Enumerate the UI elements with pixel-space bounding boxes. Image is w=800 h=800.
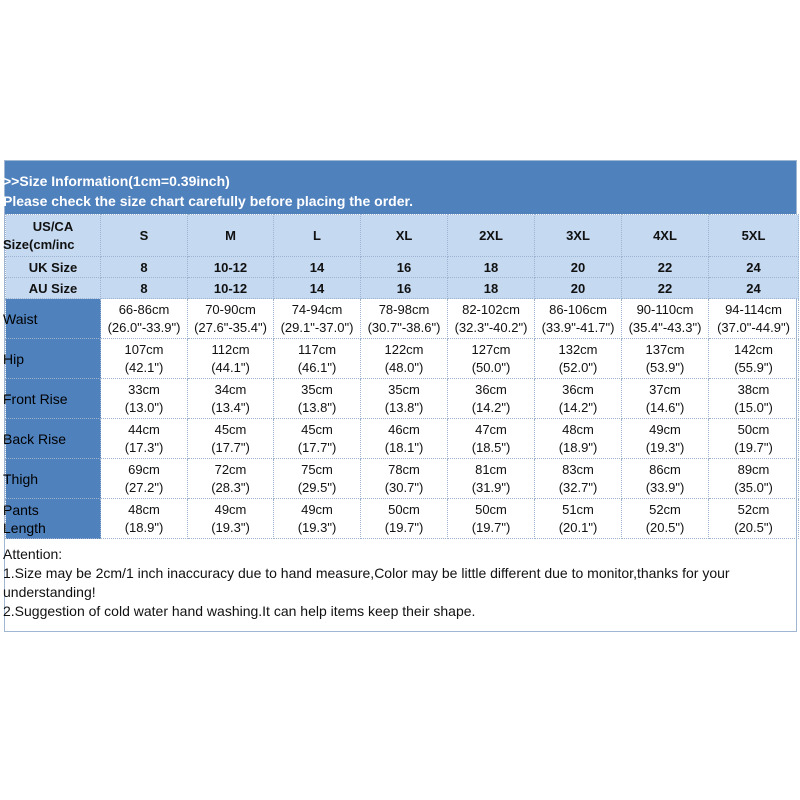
measurement-inch: (20.1") [558, 519, 598, 535]
uk-size-cell: 8 [101, 257, 188, 278]
notes-title: Attention: [3, 546, 63, 562]
measurement-cell [448, 419, 535, 459]
measurement-cm: 49cm [214, 501, 247, 517]
measurement-cm: 137cm [645, 341, 685, 357]
measurement-label-text: Back Rise [3, 430, 67, 447]
measurement-cell [622, 499, 709, 539]
measurement-cm: 81cm [475, 461, 507, 477]
measurement-cell [448, 299, 535, 339]
measurement-cell [101, 459, 188, 499]
measurement-cell [188, 299, 274, 339]
au-size-cell: 22 [622, 278, 709, 299]
uk-size-cell: 24 [709, 257, 799, 278]
measurement-cell [622, 459, 709, 499]
measurement-cell [448, 459, 535, 499]
measurement-cell [188, 339, 274, 379]
measurement-cell [709, 339, 799, 379]
measurement-inch: (13.8") [297, 399, 337, 415]
measurement-cell [709, 299, 799, 339]
measurement-inch: (14.6") [645, 399, 685, 415]
measurement-inch: (18.5") [471, 439, 511, 455]
uk-size-cell: 10-12 [188, 257, 274, 278]
au-size-cell: 8 [101, 278, 188, 299]
measurement-cell [101, 379, 188, 419]
measurement-inch: (33.9"-41.7") [541, 319, 615, 335]
measurement-cm: 83cm [562, 461, 594, 477]
measurement-inch: (20.5") [734, 519, 773, 535]
measurement-inch: (19.3") [297, 519, 337, 535]
measurement-cm: 45cm [214, 421, 247, 437]
measurement-cm: 78-98cm [378, 301, 430, 317]
measurement-inch: (27.2") [124, 479, 164, 495]
measurement-cm: 117cm [297, 341, 337, 357]
size-header-cell: L [274, 215, 361, 257]
measurement-cell [622, 339, 709, 379]
measurement-cell [361, 419, 448, 459]
measurement-cm: 94-114cm [725, 301, 782, 317]
measurement-row [6, 339, 799, 379]
measurement-inch: (18.9") [124, 519, 164, 535]
measurement-cm: 70-90cm [205, 301, 256, 317]
measurement-inch: (32.3"-40.2") [454, 319, 528, 335]
measurement-cm: 45cm [301, 421, 333, 437]
us-size-row [6, 215, 799, 257]
measurement-inch: (53.9") [645, 359, 685, 375]
measurement-cm: 52cm [649, 501, 681, 517]
measurement-cm: 48cm [128, 501, 160, 517]
measurement-cm: 50cm [388, 501, 420, 517]
measurement-row [6, 459, 799, 499]
measurement-label [3, 379, 101, 419]
measurement-inch: (13.8") [384, 399, 424, 415]
measurement-cm: 49cm [649, 421, 681, 437]
measurement-cm: 107cm [124, 341, 164, 357]
measurement-label-text: Thigh [3, 470, 39, 487]
measurement-cm: 142cm [733, 341, 774, 357]
measurement-cm: 34cm [214, 381, 247, 397]
measurement-inch: (13.4") [211, 399, 250, 415]
measurement-cm: 37cm [649, 381, 681, 397]
measurement-cell [361, 299, 448, 339]
size-header-cell: 2XL [448, 215, 535, 257]
uk-size-cell: 16 [361, 257, 448, 278]
measurement-cell [101, 299, 188, 339]
measurement-cell [274, 419, 361, 459]
measurement-inch: (42.1") [124, 359, 164, 375]
measurement-row [6, 299, 799, 339]
measurement-inch: (48.0") [384, 359, 424, 375]
measurement-cell [188, 499, 274, 539]
measurement-cm: 86-106cm [549, 301, 607, 317]
measurement-cell [274, 379, 361, 419]
measurement-cm: 69cm [128, 461, 160, 477]
measurement-cell [274, 459, 361, 499]
measurement-cm: 47cm [475, 421, 507, 437]
measurement-cm: 122cm [384, 341, 424, 357]
uk-size-cell: 22 [622, 257, 709, 278]
uk-size-cell: 20 [535, 257, 622, 278]
measurement-cm: 46cm [388, 421, 420, 437]
measurement-cell [188, 459, 274, 499]
measurement-inch: (17.3") [124, 439, 164, 455]
attention-notes [5, 539, 796, 621]
au-size-row [6, 278, 799, 299]
measurement-cm: 112cm [211, 341, 250, 357]
measurement-cell [709, 499, 799, 539]
measurement-cell [361, 379, 448, 419]
notes-line-2: understanding! [3, 584, 96, 600]
measurement-cm: 36cm [475, 381, 507, 397]
measurement-inch: (19.7") [384, 519, 424, 535]
measurement-cell [535, 419, 622, 459]
au-size-cell: 14 [274, 278, 361, 299]
measurement-inch: (20.5") [645, 519, 685, 535]
measurement-cm: 78cm [388, 461, 420, 477]
size-header-cell: 3XL [535, 215, 622, 257]
measurement-cell [188, 379, 274, 419]
measurement-label [3, 419, 101, 459]
measurement-cell [622, 379, 709, 419]
measurement-cell [709, 419, 799, 459]
measurement-cell [535, 299, 622, 339]
measurement-inch: (46.1") [297, 359, 337, 375]
header-subtitle: Please check the size chart carefully before placing the order. [3, 193, 414, 209]
measurement-cm: 51cm [562, 501, 594, 517]
measurement-cm: 50cm [475, 501, 507, 517]
measurement-cell [361, 339, 448, 379]
measurement-cm: 38cm [737, 381, 770, 397]
measurement-cell [535, 499, 622, 539]
header-title: >>Size Information(1cm=0.39inch) [3, 173, 230, 189]
size-header-cell: M [188, 215, 274, 257]
measurement-label-text: Hip [3, 350, 25, 367]
measurement-cm: 52cm [737, 501, 770, 517]
measurement-cm: 72cm [214, 461, 247, 477]
au-size-cell: 16 [361, 278, 448, 299]
measurement-label [3, 459, 101, 499]
size-header-cell: 4XL [622, 215, 709, 257]
measurement-cm: 132cm [558, 341, 598, 357]
measurement-inch: (14.2") [471, 399, 511, 415]
measurement-cell [535, 379, 622, 419]
measurement-inch: (35.0") [734, 479, 773, 495]
measurement-cell [274, 339, 361, 379]
measurement-label-text: Pants [3, 501, 39, 518]
measurement-inch: (19.3") [211, 519, 250, 535]
measurement-cell [622, 419, 709, 459]
au-size-label: AU Size [6, 278, 101, 299]
measurement-cell [101, 339, 188, 379]
measurement-cell [535, 339, 622, 379]
au-size-cell: 20 [535, 278, 622, 299]
us-size-label-line1: US/CA [32, 218, 74, 234]
measurement-cm: 36cm [562, 381, 594, 397]
measurement-cell [188, 419, 274, 459]
measurement-row [6, 379, 799, 419]
au-size-cell: 24 [709, 278, 799, 299]
measurement-cell [361, 499, 448, 539]
measurement-inch: (50.0") [471, 359, 511, 375]
uk-size-cell: 14 [274, 257, 361, 278]
uk-size-row [6, 257, 799, 278]
us-size-label [3, 215, 101, 257]
measurement-inch: (26.0"-33.9") [107, 319, 181, 335]
measurement-inch: (29.5") [297, 479, 337, 495]
uk-size-label: UK Size [6, 257, 101, 278]
measurement-cm: 90-110cm [636, 301, 694, 317]
au-size-cell: 18 [448, 278, 535, 299]
measurement-inch: (30.7"-38.6") [367, 319, 441, 335]
measurement-label-text: Waist [3, 310, 38, 327]
measurement-cell [448, 499, 535, 539]
measurement-label [3, 299, 101, 339]
measurement-inch: (17.7") [297, 439, 337, 455]
measurement-inch: (30.7") [384, 479, 424, 495]
measurement-inch: (18.1") [384, 439, 424, 455]
measurement-cm: 35cm [301, 381, 333, 397]
measurement-inch: (44.1") [211, 359, 250, 375]
notes-line-1: 1.Size may be 2cm/1 inch inaccuracy due to hand measure,Color may be little different due to monitor,thanks for your [3, 565, 730, 581]
measurement-cm: 33cm [128, 381, 160, 397]
measurement-inch: (19.7") [734, 439, 773, 455]
measurement-cm: 66-86cm [118, 301, 170, 317]
size-chart-header [5, 161, 796, 214]
measurement-cm: 74-94cm [291, 301, 343, 317]
measurement-inch: (52.0") [558, 359, 598, 375]
measurement-inch: (13.0") [124, 399, 164, 415]
measurement-cm: 50cm [737, 421, 770, 437]
measurement-cm: 127cm [471, 341, 511, 357]
measurement-cell [709, 459, 799, 499]
size-header-cell: S [101, 215, 188, 257]
measurement-cell [274, 499, 361, 539]
measurement-cm: 75cm [301, 461, 333, 477]
measurement-inch: (32.7") [558, 479, 598, 495]
measurement-inch: (19.3") [645, 439, 685, 455]
measurement-inch: (37.0"-44.9") [717, 319, 790, 335]
measurement-label-text: Front Rise [3, 390, 68, 407]
measurement-inch: (27.6"-35.4") [194, 319, 267, 335]
measurement-inch: (18.9") [558, 439, 598, 455]
measurement-inch: (55.9") [734, 359, 773, 375]
measurement-inch: (19.7") [471, 519, 511, 535]
measurement-cm: 48cm [562, 421, 594, 437]
measurement-label-text: Length [3, 519, 46, 536]
measurement-inch: (14.2") [558, 399, 598, 415]
size-chart [4, 160, 797, 632]
notes-line-3: 2.Suggestion of cold water hand washing.It can help items keep their shape. [3, 603, 476, 619]
measurement-cm: 89cm [737, 461, 770, 477]
measurement-cm: 35cm [388, 381, 420, 397]
uk-size-cell: 18 [448, 257, 535, 278]
measurement-label [3, 339, 101, 379]
measurement-inch: (33.9") [645, 479, 685, 495]
measurement-inch: (29.1"-37.0") [280, 319, 354, 335]
measurement-cell [622, 299, 709, 339]
measurement-row [6, 499, 799, 539]
measurement-cell [361, 459, 448, 499]
measurement-cell [709, 379, 799, 419]
measurement-inch: (28.3") [211, 479, 250, 495]
size-table [5, 214, 799, 539]
measurement-inch: (15.0") [734, 399, 773, 415]
measurement-cell [274, 299, 361, 339]
measurement-inch: (35.4"-43.3") [628, 319, 702, 335]
au-size-cell: 10-12 [188, 278, 274, 299]
measurement-label [3, 499, 101, 539]
measurement-cm: 86cm [649, 461, 681, 477]
measurement-cell [535, 459, 622, 499]
measurement-cell [448, 339, 535, 379]
measurement-cell [448, 379, 535, 419]
measurement-inch: (31.9") [471, 479, 511, 495]
us-size-label-line2: Size(cm/inc [3, 236, 75, 252]
measurement-row [6, 419, 799, 459]
measurement-cm: 49cm [301, 501, 333, 517]
measurement-cell [101, 499, 188, 539]
size-header-cell: XL [361, 215, 448, 257]
measurement-cm: 82-102cm [462, 301, 520, 317]
measurement-inch: (17.7") [211, 439, 250, 455]
size-header-cell: 5XL [709, 215, 799, 257]
measurement-cell [101, 419, 188, 459]
measurement-cm: 44cm [128, 421, 160, 437]
